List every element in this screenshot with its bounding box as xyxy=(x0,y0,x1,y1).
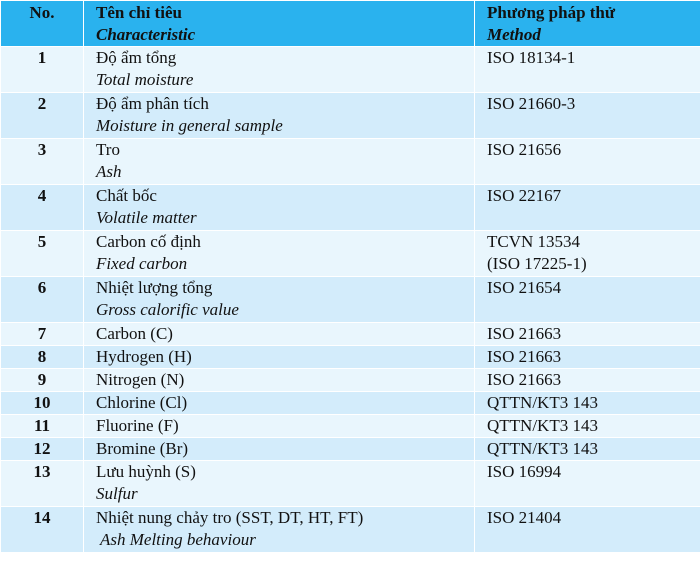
row-method: QTTN/KT3 143 xyxy=(475,415,700,438)
row-no: 8 xyxy=(1,346,84,369)
row-no: 9 xyxy=(1,369,84,392)
row-characteristic-en: Gross calorific value xyxy=(96,300,239,319)
row-characteristic-vi: Độ ẩm phân tích xyxy=(96,94,209,113)
table-header-row xyxy=(1,1,700,47)
row-no: 1 xyxy=(1,47,84,93)
row-no: 11 xyxy=(1,415,84,438)
row-characteristic-vi: Nitrogen (N) xyxy=(84,369,475,392)
row-method: QTTN/KT3 143 xyxy=(475,392,700,415)
table-row xyxy=(1,231,700,277)
row-characteristic xyxy=(84,277,475,323)
row-method: ISO 22167 xyxy=(475,185,700,231)
row-method: ISO 21404 xyxy=(475,507,700,553)
row-no: 7 xyxy=(1,323,84,346)
row-no: 2 xyxy=(1,93,84,139)
row-no: 3 xyxy=(1,139,84,185)
row-characteristic-vi: Chlorine (Cl) xyxy=(84,392,475,415)
row-no: 14 xyxy=(1,507,84,553)
row-characteristic-vi: Bromine (Br) xyxy=(84,438,475,461)
table-row xyxy=(1,47,700,93)
table-row xyxy=(1,438,700,461)
table-row xyxy=(1,461,700,507)
row-characteristic-vi: Hydrogen (H) xyxy=(84,346,475,369)
row-method: ISO 21663 xyxy=(475,323,700,346)
row-method: ISO 21654 xyxy=(475,277,700,323)
row-method: QTTN/KT3 143 xyxy=(475,438,700,461)
row-characteristic xyxy=(84,93,475,139)
header-characteristic xyxy=(84,1,475,47)
row-method: ISO 18134-1 xyxy=(475,47,700,93)
row-method-line2: (ISO 17225-1) xyxy=(487,254,587,273)
row-method: ISO 21660-3 xyxy=(475,93,700,139)
row-characteristic-vi: Carbon cố định xyxy=(96,232,201,251)
row-characteristic xyxy=(84,507,475,553)
table-row xyxy=(1,346,700,369)
row-characteristic-vi: Lưu huỳnh (S) xyxy=(96,462,196,481)
header-method-en: Method xyxy=(487,25,541,44)
row-characteristic-en: Volatile matter xyxy=(96,208,197,227)
row-characteristic-en: Fixed carbon xyxy=(96,254,188,273)
table-row xyxy=(1,415,700,438)
table-row xyxy=(1,323,700,346)
row-characteristic xyxy=(84,139,475,185)
table-row xyxy=(1,507,700,553)
row-characteristic-vi: Nhiệt nung chảy tro (SST, DT, HT, FT) xyxy=(96,508,364,527)
table-row xyxy=(1,392,700,415)
row-method xyxy=(475,231,700,277)
header-characteristic-vi: Tên chỉ tiêu xyxy=(96,3,182,22)
table-row xyxy=(1,139,700,185)
row-characteristic xyxy=(84,461,475,507)
table-row xyxy=(1,185,700,231)
header-method xyxy=(475,1,700,47)
header-characteristic-en: Characteristic xyxy=(96,25,196,44)
row-characteristic-en: Ash Melting behaviour xyxy=(100,530,256,549)
header-no: No. xyxy=(1,1,84,47)
row-characteristic xyxy=(84,231,475,277)
row-method-line1: TCVN 13534 xyxy=(487,232,581,251)
row-no: 4 xyxy=(1,185,84,231)
row-no: 5 xyxy=(1,231,84,277)
row-characteristic-vi: Fluorine (F) xyxy=(84,415,475,438)
row-characteristic-vi: Carbon (C) xyxy=(84,323,475,346)
row-characteristic xyxy=(84,185,475,231)
table-row xyxy=(1,369,700,392)
row-method: ISO 21663 xyxy=(475,346,700,369)
row-method: ISO 16994 xyxy=(475,461,700,507)
row-characteristic-vi: Độ ẩm tổng xyxy=(96,48,177,67)
row-method: ISO 21663 xyxy=(475,369,700,392)
row-characteristic-en: Ash xyxy=(96,162,122,181)
row-characteristic-vi: Chất bốc xyxy=(96,186,157,205)
row-no: 6 xyxy=(1,277,84,323)
table-row xyxy=(1,93,700,139)
header-method-vi: Phương pháp thử xyxy=(487,3,616,22)
row-characteristic-vi: Nhiệt lượng tổng xyxy=(96,278,213,297)
row-no: 13 xyxy=(1,461,84,507)
row-characteristic-en: Total moisture xyxy=(96,70,194,89)
row-characteristic xyxy=(84,47,475,93)
row-characteristic-en: Sulfur xyxy=(96,484,138,503)
row-characteristic-en: Moisture in general sample xyxy=(96,116,283,135)
row-no: 10 xyxy=(1,392,84,415)
row-no: 12 xyxy=(1,438,84,461)
table-row xyxy=(1,277,700,323)
row-method: ISO 21656 xyxy=(475,139,700,185)
row-characteristic-vi: Tro xyxy=(96,140,120,159)
